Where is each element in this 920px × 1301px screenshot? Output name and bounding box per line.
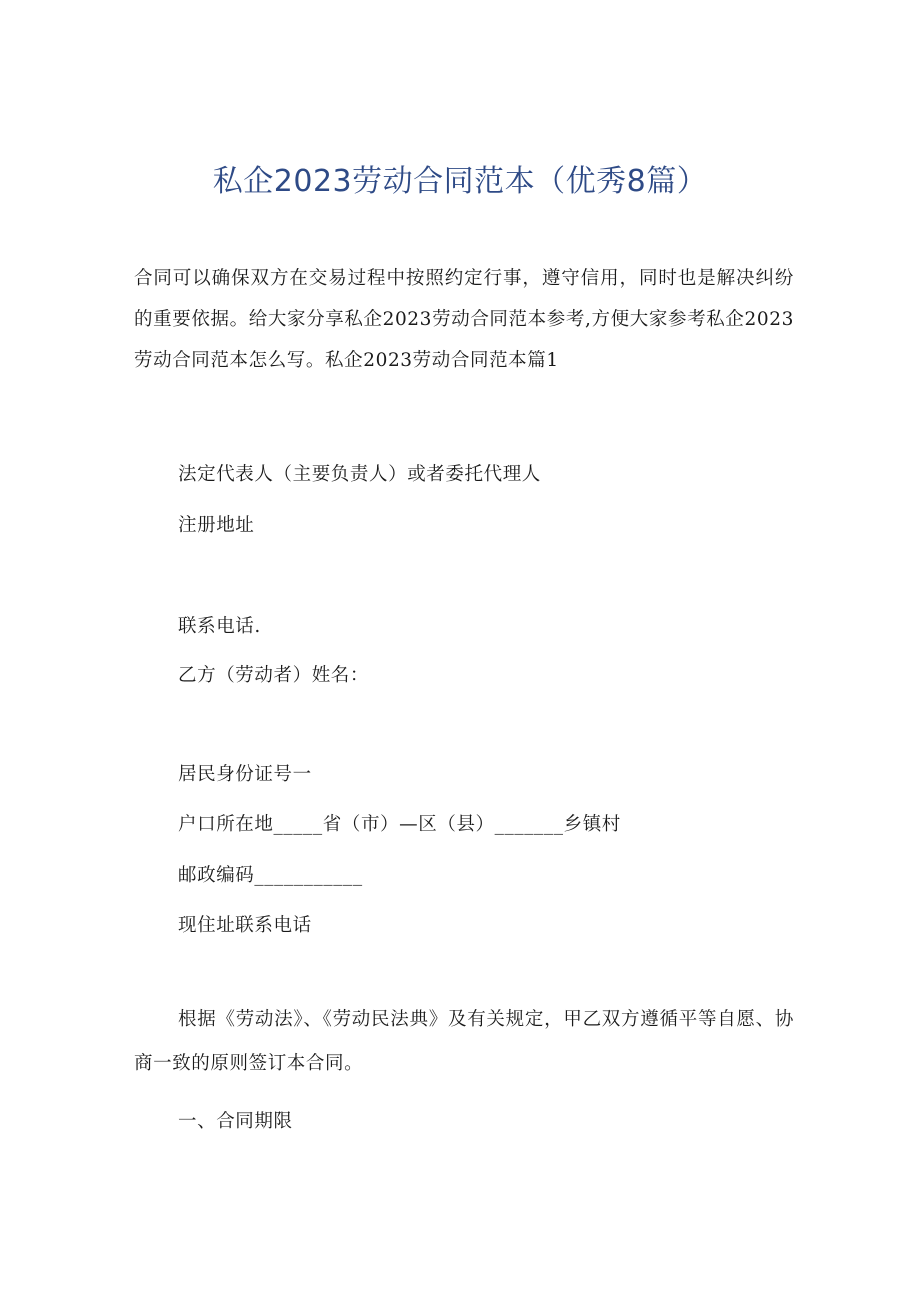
legal-basis-paragraph: 根据《劳动法》、《劳动民法典》及有关规定，甲乙双方遵循平等自愿、协商一致的原则签订本合同。 [134,1009,794,1074]
contact-phone-line: 联系电话. [178,616,261,637]
page-title: 私企2023劳动合同范本（优秀8篇） [212,164,708,199]
id-number-line: 居民身份证号一 [178,764,312,785]
party-b-name-line: 乙方（劳动者）姓名： [178,665,370,686]
current-address-phone-line: 现住址联系电话 [178,915,312,936]
section-heading-contract-term: 一、合同期限 [178,1111,293,1132]
intro-paragraph: 合同可以确保双方在交易过程中按照约定行事，遵守信用，同时也是解决纠纷的重要依据。给大家分享私企2023劳动合同范本参考,方便大家参考私企2023劳动合同范本怎么写。私企2023劳动合同范本篇1 [134,268,794,371]
registered-address-line: 注册地址 [178,515,255,536]
legal-representative-line: 法定代表人（主要负责人）或者委托代理人 [178,464,541,485]
postal-code-line: 邮政编码___________ [178,865,363,886]
hukou-address-line: 户口所在地_____省（市）—区（县）_______乡镇村 [178,814,621,835]
